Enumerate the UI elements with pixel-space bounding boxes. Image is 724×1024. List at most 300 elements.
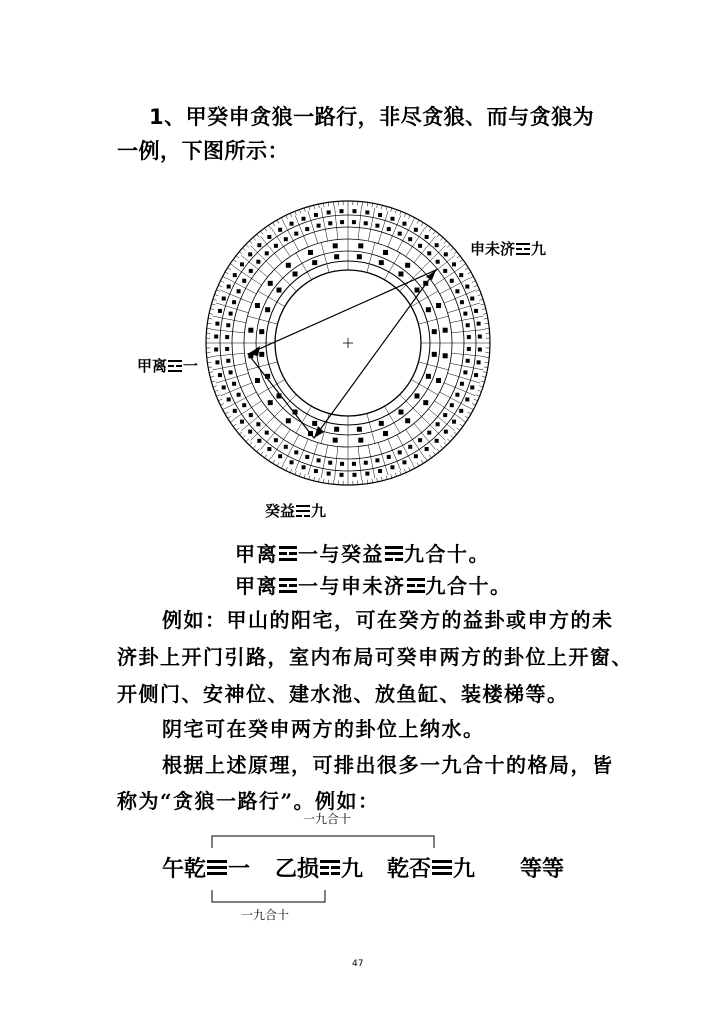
ring-tick (209, 372, 213, 373)
ring-tick (290, 469, 292, 473)
ring-tick (413, 218, 415, 222)
ring-glyph-mark (314, 469, 318, 473)
hexagram-icon (407, 576, 425, 594)
sector-glyph-mark (398, 410, 403, 415)
ring-glyph-mark (248, 252, 252, 256)
arrowhead-gui (314, 426, 324, 438)
ring-glyph-mark (274, 438, 278, 442)
ring-tick (318, 478, 319, 482)
ring-glyph-mark (267, 235, 271, 239)
ring-tick (281, 218, 283, 222)
ring-glyph-mark (327, 210, 331, 214)
ring-tick (223, 276, 227, 278)
ring-tick (485, 323, 489, 324)
arrowhead-shen (426, 270, 436, 280)
ring-glyph-mark (327, 472, 331, 476)
ring-tick (314, 205, 315, 209)
sector-glyph-mark (379, 260, 384, 265)
ring-tick (314, 477, 315, 481)
ring-glyph-mark (240, 262, 244, 266)
ring-glyph-mark (455, 289, 459, 293)
sector-divider (419, 362, 449, 370)
ring-glyph-mark (227, 285, 231, 289)
paragraph-2: 阴宅可在癸申两方的卦位上纳水。 (162, 717, 485, 741)
ring-glyph-mark (328, 221, 332, 225)
pattern-item-yi-sun: 乙损 九 (275, 857, 364, 882)
ring-glyph-mark (278, 454, 282, 458)
ring-glyph-mark (232, 382, 236, 386)
ring-glyph-mark (256, 422, 260, 426)
ring-tick (225, 272, 228, 274)
ring-glyph-mark (226, 359, 230, 363)
ring-glyph-mark (427, 251, 431, 255)
ring-tick (417, 220, 419, 223)
ring-glyph-mark (290, 222, 294, 226)
ring-tick (462, 264, 465, 266)
sector-glyph-mark (405, 263, 410, 268)
ring-glyph-mark (233, 409, 237, 413)
ring-glyph-mark (340, 473, 344, 477)
sector-glyph-mark (248, 328, 253, 333)
ring-glyph-mark (477, 360, 481, 364)
ring-tick (265, 455, 267, 458)
ring-tick (444, 241, 447, 244)
sector-glyph-mark (383, 250, 388, 255)
ring-tick (299, 210, 300, 214)
ring-glyph-mark (302, 217, 306, 221)
ring-tick (233, 424, 236, 426)
ring-tick (479, 299, 483, 300)
ring-spoke (434, 401, 462, 420)
ring-tick (470, 276, 474, 278)
ring-tick (218, 399, 222, 401)
ring-tick (454, 252, 457, 255)
label-gui-yi: 癸益 九 (265, 502, 327, 520)
ring-glyph-mark (435, 439, 439, 443)
ring-tick (474, 285, 478, 287)
ring-spoke (334, 446, 337, 480)
sector-glyph-mark (357, 427, 362, 432)
hexagram-icon (168, 359, 182, 373)
ring-tick (290, 213, 292, 217)
sector-divider (258, 380, 285, 396)
ring-spoke (233, 266, 261, 285)
ring-glyph-mark (378, 213, 382, 217)
ring-tick (304, 474, 305, 478)
sector-divider (385, 253, 401, 280)
ring-tick (216, 290, 220, 291)
ring-tick (216, 395, 220, 396)
ring-tick (444, 442, 447, 445)
hexagram-icon (385, 544, 403, 562)
ring-tick (273, 460, 275, 463)
ring-glyph-mark (452, 420, 456, 424)
ring-tick (277, 463, 279, 466)
page-number: 47 (352, 959, 364, 969)
ring-tick (213, 386, 217, 387)
sector-glyph-mark (268, 400, 273, 405)
ring-glyph-mark (465, 285, 469, 289)
sector-glyph-mark (259, 352, 264, 357)
ring-glyph-mark (214, 347, 218, 351)
sector-glyph-mark (358, 438, 363, 443)
sector-glyph-mark (255, 378, 260, 383)
ring-tick (381, 205, 382, 209)
ring-glyph-mark (463, 370, 467, 374)
paragraph-1-line-3: 开侧门、安神位、建水池、放鱼缸、装楼梯等。 (117, 682, 569, 706)
ring-glyph-mark (352, 220, 356, 224)
ring-tick (215, 294, 219, 295)
ring-tick (457, 256, 460, 258)
ring-tick (437, 449, 440, 452)
hexagram-icon (279, 576, 297, 594)
sector-glyph-mark (379, 421, 384, 426)
ring-glyph-mark (459, 273, 463, 277)
ring-spoke (271, 429, 290, 457)
ring-tick (228, 268, 231, 270)
equation-2: 甲离 一与申未济 九合十。 (235, 574, 512, 598)
ring-tick (395, 473, 396, 477)
ring-tick (482, 309, 486, 310)
ring-tick (239, 252, 242, 255)
ring-glyph-mark (444, 430, 448, 434)
equation-1: 甲离 一与癸益 九合十。 (235, 542, 490, 566)
paragraph-1-line-2: 济卦上开门引路，室内布局可癸申两方的卦位上开窗、 (117, 645, 633, 669)
sector-divider (296, 253, 312, 280)
ring-glyph-mark (240, 420, 244, 424)
ring-tick (408, 467, 410, 471)
ring-tick (210, 309, 214, 310)
ring-tick (208, 367, 212, 368)
ring-glyph-mark (284, 237, 288, 241)
ring-glyph-mark (478, 347, 482, 351)
ring-glyph-mark (352, 462, 356, 466)
ring-glyph-mark (465, 397, 469, 401)
ring-tick (482, 376, 486, 377)
ring-glyph-mark (436, 260, 440, 264)
ring-tick (478, 390, 482, 391)
ring-tick (476, 290, 480, 291)
label-jia-li: 甲离 一 (137, 357, 199, 375)
ring-tick (242, 248, 245, 251)
ring-tick (386, 476, 387, 480)
sector-divider (367, 243, 375, 273)
ring-glyph-mark (294, 232, 298, 236)
ring-tick (391, 208, 392, 212)
ring-tick (433, 231, 435, 234)
ring-glyph-mark (352, 209, 356, 213)
ring-spoke (451, 329, 485, 332)
ring-tick (249, 241, 252, 244)
ring-glyph-mark (455, 393, 459, 397)
ring-tick (481, 304, 485, 305)
ring-tick (286, 215, 288, 219)
ring-glyph-mark (257, 439, 261, 443)
sector-glyph-mark (268, 281, 273, 286)
ring-glyph-mark (408, 237, 412, 241)
pattern-item-wu-qian: 午乾 一 (162, 857, 251, 882)
ring-glyph-mark (256, 260, 260, 264)
ring-tick (391, 474, 392, 478)
ring-glyph-mark (418, 244, 422, 248)
ring-tick (468, 272, 471, 274)
ring-glyph-mark (425, 447, 429, 451)
ring-tick (484, 367, 488, 368)
sector-glyph-mark (426, 374, 431, 379)
heading-line-2: 一例，下图所示： (117, 139, 289, 163)
ring-tick (474, 399, 478, 401)
ring-glyph-mark (365, 210, 369, 214)
ring-tick (210, 376, 214, 377)
ring-tick (408, 215, 410, 219)
ring-tick (395, 210, 396, 214)
ring-tick (328, 202, 329, 206)
ring-tick (261, 452, 263, 455)
pattern-item-dengdeng: 等等 (520, 857, 565, 882)
ring-glyph-mark (387, 227, 391, 231)
ring-glyph-mark (402, 222, 406, 226)
ring-tick (209, 313, 213, 314)
ring-tick (404, 469, 406, 473)
sector-divider (419, 316, 449, 324)
sector-glyph-mark (286, 263, 291, 268)
ring-glyph-mark (474, 373, 478, 377)
ring-tick (242, 435, 245, 438)
ring-tick (479, 386, 483, 387)
ring-spoke (406, 429, 425, 457)
ring-glyph-mark (443, 413, 447, 417)
sector-glyph-mark (415, 393, 420, 398)
ring-tick (367, 480, 368, 484)
ring-glyph-mark (305, 227, 309, 231)
ring-glyph-mark (435, 243, 439, 247)
ring-glyph-mark (265, 251, 269, 255)
ring-glyph-mark (218, 309, 222, 313)
ring-glyph-mark (436, 422, 440, 426)
ring-glyph-mark (317, 224, 321, 228)
sector-glyph-mark (432, 352, 437, 357)
ring-tick (230, 264, 233, 266)
sector-glyph-mark (265, 307, 270, 312)
ring-tick (472, 403, 476, 405)
ring-glyph-mark (390, 217, 394, 221)
sector-glyph-mark (312, 421, 317, 426)
ring-tick (468, 412, 471, 414)
ring-glyph-mark (302, 465, 306, 469)
ring-glyph-mark (478, 335, 482, 339)
ring-glyph-mark (387, 455, 391, 459)
ring-tick (328, 480, 329, 484)
ring-glyph-mark (477, 322, 481, 326)
ring-glyph-mark (414, 228, 418, 232)
ring-tick (295, 211, 296, 215)
label-shen-weiji: 申未济 九 (470, 240, 547, 258)
ring-tick (457, 428, 460, 430)
ring-spoke (406, 228, 425, 256)
ring-tick (230, 420, 233, 422)
ring-glyph-mark (459, 409, 463, 413)
sector-divider (258, 291, 285, 307)
ring-glyph-mark (427, 431, 431, 435)
ring-tick (228, 416, 231, 418)
ring-glyph-mark (470, 385, 474, 389)
ring-tick (483, 313, 487, 314)
sector-divider (411, 380, 438, 396)
ring-glyph-mark (443, 269, 447, 273)
ring-glyph-mark (225, 335, 229, 339)
sector-glyph-mark (333, 438, 338, 443)
sector-glyph-mark (423, 400, 428, 405)
ring-spoke (233, 401, 261, 420)
ring-glyph-mark (222, 297, 226, 301)
ring-glyph-mark (375, 224, 379, 228)
sector-glyph-mark (405, 418, 410, 423)
ring-tick (483, 372, 487, 373)
hexagram-icon (207, 858, 227, 878)
paragraph-3-line-1: 根据上述原理，可排出很多一九合十的格局，皆 (162, 753, 614, 777)
bottom-bracket (212, 890, 325, 902)
ring-glyph-mark (218, 373, 222, 377)
ring-tick (454, 432, 457, 435)
ring-tick (377, 204, 378, 208)
ring-glyph-mark (237, 289, 241, 293)
ring-glyph-mark (314, 213, 318, 217)
ring-tick (440, 237, 443, 240)
ring-glyph-mark (278, 228, 282, 232)
ring-tick (433, 452, 435, 455)
ring-tick (236, 428, 239, 430)
ring-tick (236, 256, 239, 258)
ring-tick (400, 471, 401, 475)
ring-glyph-mark (375, 458, 379, 462)
ring-glyph-mark (467, 347, 471, 351)
ring-glyph-mark (444, 252, 448, 256)
ring-glyph-mark (237, 393, 241, 397)
ring-tick (472, 281, 476, 283)
ring-tick (404, 213, 406, 217)
ring-tick (220, 281, 224, 283)
hexagram-icon (296, 504, 310, 518)
ring-tick (470, 408, 474, 410)
hexagram-icon (320, 858, 340, 878)
sector-glyph-mark (398, 271, 403, 276)
ring-glyph-mark (225, 347, 229, 351)
sector-glyph-mark (415, 288, 420, 293)
ring-tick (208, 318, 212, 319)
ring-glyph-mark (398, 450, 402, 454)
sector-glyph-mark (357, 254, 362, 259)
ring-tick (429, 455, 431, 458)
ring-tick (323, 479, 324, 483)
sector-glyph-mark (443, 328, 448, 333)
ring-tick (462, 420, 465, 422)
sector-glyph-mark (255, 303, 260, 308)
ring-glyph-mark (466, 359, 470, 363)
ring-glyph-mark (233, 273, 237, 277)
sector-glyph-mark (436, 378, 441, 383)
ring-tick (367, 202, 368, 206)
ring-glyph-mark (460, 300, 464, 304)
ring-tick (484, 318, 488, 319)
ring-tick (273, 223, 275, 226)
ring-tick (261, 231, 263, 234)
ring-glyph-mark (365, 472, 369, 476)
ring-glyph-mark (470, 297, 474, 301)
heading-line-1: 1、甲癸申贪狼一路行，非尽贪狼、而与贪狼为 (149, 105, 595, 129)
ring-glyph-mark (452, 262, 456, 266)
ring-tick (372, 203, 373, 207)
sector-glyph-mark (432, 329, 437, 334)
ring-tick (460, 260, 463, 262)
ring-tick (440, 446, 443, 449)
ring-tick (225, 412, 228, 414)
sector-glyph-mark (308, 250, 313, 255)
ring-tick (299, 473, 300, 477)
ring-glyph-mark (249, 269, 253, 273)
ring-glyph-mark (364, 221, 368, 225)
ring-tick (421, 460, 423, 463)
ring-glyph-mark (214, 335, 218, 339)
ring-tick (223, 408, 227, 410)
compass-diagram (200, 200, 500, 490)
ring-glyph-mark (242, 403, 246, 407)
ring-tick (207, 362, 211, 363)
sector-glyph-mark (334, 254, 339, 259)
ring-spoke (271, 228, 290, 256)
ring-glyph-mark (402, 460, 406, 464)
ring-tick (213, 299, 217, 300)
ring-tick (323, 203, 324, 207)
paragraph-3-line-2: 称为“贪狼一路行”。例如： (117, 789, 380, 813)
ring-tick (218, 285, 222, 287)
ring-tick (246, 244, 249, 247)
ring-tick (295, 471, 296, 475)
sector-glyph-mark (383, 431, 388, 436)
sector-glyph-mark (312, 260, 317, 265)
hexagram-icon (279, 544, 297, 562)
ring-glyph-mark (284, 445, 288, 449)
ring-tick (425, 457, 427, 460)
sector-divider (385, 406, 401, 433)
hexagram-icon (432, 858, 452, 878)
sector-divider (321, 243, 329, 273)
ring-tick (281, 465, 283, 469)
sector-divider (296, 406, 312, 433)
ring-tick (437, 234, 440, 237)
ring-glyph-mark (226, 323, 230, 327)
hexagram-icon (516, 242, 530, 256)
ring-glyph-mark (414, 454, 418, 458)
ring-glyph-mark (463, 312, 467, 316)
ring-glyph-mark (398, 232, 402, 236)
sector-glyph-mark (259, 329, 264, 334)
ring-spoke (334, 206, 337, 240)
ring-glyph-mark (450, 403, 454, 407)
ring-tick (249, 442, 252, 445)
ring-glyph-mark (227, 397, 231, 401)
ring-glyph-mark (317, 458, 321, 462)
ring-tick (265, 228, 267, 231)
ring-tick (253, 446, 256, 449)
ring-glyph-mark (248, 430, 252, 434)
top-bracket (212, 836, 434, 848)
ring-glyph-mark (340, 220, 344, 224)
ring-glyph-mark (229, 312, 233, 316)
ring-glyph-mark (364, 461, 368, 465)
ring-spoke (211, 329, 245, 332)
ring-tick (377, 478, 378, 482)
ring-spoke (211, 353, 245, 356)
